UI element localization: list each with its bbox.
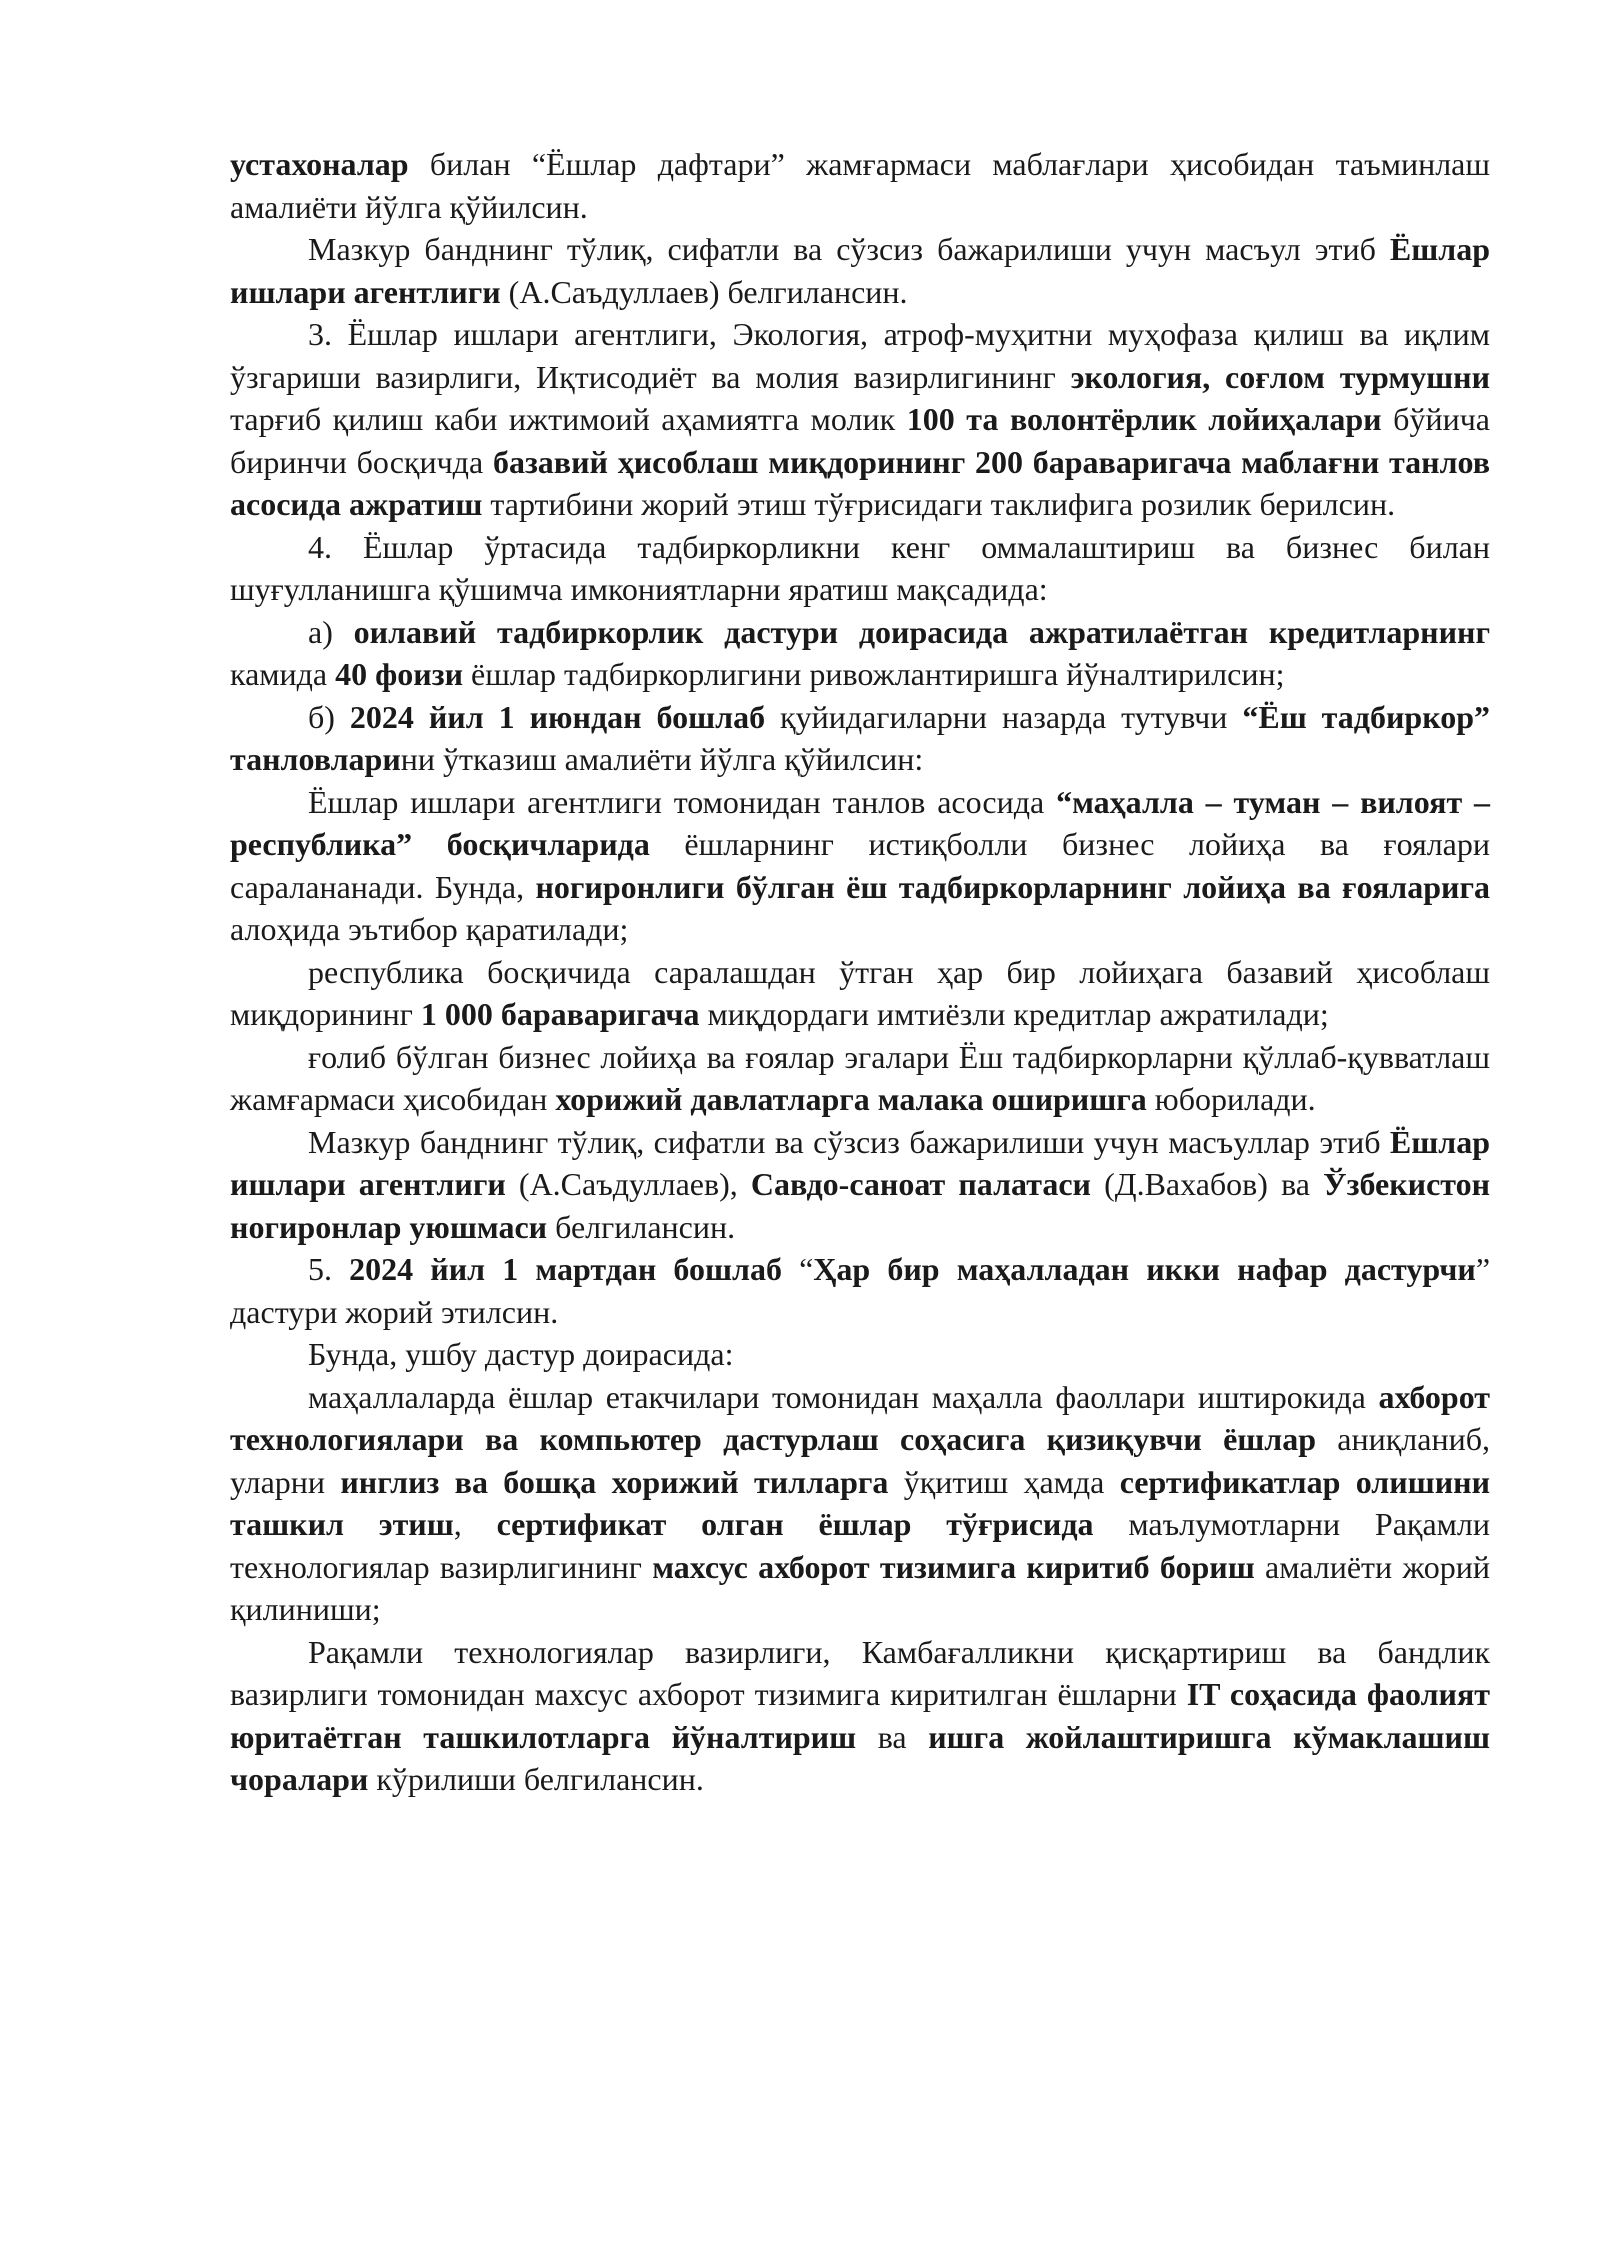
- text-run: ни ўтказиш амалиёти йўлга қўйилсин:: [400, 741, 924, 777]
- paragraph: [230, 611, 1490, 696]
- text-run: республика босқичида саралашдан ўтган ҳар бир лойиҳага базавий ҳисоблаш миқдорининг: [230, 953, 1490, 1032]
- text-run: маълумотларни Рақамли технологиялар вазирлигининг: [230, 1506, 1491, 1585]
- paragraph: [230, 781, 1490, 951]
- bold-text-run: ахборот технологиялари ва компьютер дастурлаш соҳасига қизиқувчи ёшлар: [230, 1378, 1490, 1457]
- bold-text-run: устахоналар: [230, 146, 409, 182]
- paragraph: [230, 1631, 1490, 1801]
- paragraph: [230, 526, 1490, 611]
- text-run: ўқитиш ҳамда: [888, 1463, 1120, 1500]
- bold-text-run: 100 та волонтёрлик лойиҳалари: [906, 401, 1382, 437]
- text-run: ёшлар тадбиркорлигини ривожлантиришга йўналтирилсин;: [463, 656, 1285, 692]
- paragraph: [230, 313, 1490, 526]
- paragraph: [230, 228, 1490, 313]
- paragraph: [230, 1376, 1490, 1631]
- text-run: миқдордаги имтиёзли кредитлар ажратилади;: [699, 996, 1329, 1032]
- text-run: аниқланиб, уларни: [230, 1421, 1491, 1500]
- bold-text-run: базавий ҳисоблаш миқдорининг 200 бараваригача маблағни танлов асосида ажратиш: [230, 443, 1491, 522]
- text-run: маҳаллаларда ёшлар етакчилари томонидан маҳалла фаоллари иштирокида: [308, 1378, 1379, 1415]
- bold-text-run: 2024 йил 1 мартдан бошлаб: [349, 1251, 782, 1287]
- text-run: “: [781, 1251, 814, 1287]
- text-run: Бунда, ушбу дастур доирасида:: [308, 1336, 734, 1372]
- text-run: белгилансин.: [547, 1208, 736, 1245]
- bold-text-run: ногиронлиги бўлган ёш тадбиркорларнинг лойиҳа ва ғояларига: [535, 868, 1491, 905]
- bold-text-run: экология, соғлом турмушни: [1070, 358, 1491, 395]
- paragraph: [230, 1248, 1490, 1333]
- paragraph: [230, 1333, 1490, 1376]
- bold-text-run: Савдо-саноат палатаси: [750, 1166, 1091, 1202]
- bold-text-run: ишга жойлаштиришга кўмаклашиш чоралари: [230, 1718, 1490, 1797]
- text-run: Рақамли технологиялар вазирлиги, Камбағалликни қисқартириш ва бандлик вазирлиги томонидан махсус ахборот тизимига киритилган ёшларни: [230, 1633, 1490, 1712]
- text-run: алоҳида эътибор қаратилади;: [230, 911, 629, 947]
- bold-text-run: сертификатлар олишини ташкил этиш: [230, 1463, 1491, 1542]
- text-run: а): [308, 613, 354, 650]
- text-run: (А.Саъдуллаев) белгилансин.: [500, 273, 908, 310]
- text-run: Ёшлар ишлари агентлиги томонидан танлов асосида: [308, 783, 1057, 820]
- text-run: билан “Ёшлар дафтари” жамғармаси маблағлари ҳисобидан таъминлаш амалиёти йўлга қўйилсин.: [230, 146, 1490, 225]
- bold-text-run: оилавий тадбиркорлик дастури доирасида ажратилаётган кредитларнинг: [353, 613, 1491, 650]
- text-run: кўрилиши белгилансин.: [368, 1761, 704, 1797]
- paragraph: [230, 951, 1490, 1036]
- bold-text-run: Ўзбекистон ногиронлар уюшмаси: [230, 1166, 1491, 1245]
- text-run: (Д.Вахабов) ва: [1090, 1166, 1324, 1202]
- bold-text-run: 1 000 бараваригача: [420, 996, 700, 1032]
- text-run: Мазкур банднинг тўлиқ, сифатли ва сўзсиз бажарилиши учун масъуллар этиб: [308, 1123, 1390, 1160]
- bold-text-run: инглиз ва бошқа хорижий тилларга: [340, 1463, 889, 1500]
- paragraph: [230, 1121, 1490, 1249]
- text-run: 3. Ёшлар ишлари агентлиги, Экология, атроф-муҳитни муҳофаза қилиш ва иқлим ўзгариши вазирлиги, Иқтисодиёт ва молия вазирлигининг: [230, 316, 1490, 395]
- text-run: ёшларнинг истиқболли бизнес лойиҳа ва ғоялари саралананади. Бунда,: [230, 826, 1491, 905]
- bold-text-run: махсус ахборот тизимига киритиб бориш: [652, 1548, 1255, 1585]
- bold-text-run: 2024 йил 1 июндан бошлаб: [349, 698, 766, 735]
- bold-text-run: сертификат олган ёшлар тўғрисида: [496, 1506, 1094, 1542]
- paragraph: [230, 143, 1490, 228]
- text-run: ” дастури жорий этилсин.: [230, 1251, 1491, 1330]
- bold-text-run: Ёшлар ишлари агентлиги: [230, 1123, 1490, 1202]
- text-run: амалиёти жорий қилиниши;: [230, 1548, 1491, 1627]
- text-run: тартибини жорий этиш тўғрисидаги таклифига розилик берилсин.: [482, 486, 1396, 522]
- text-run: ғолиб бўлган бизнес лойиҳа ва ғоялар эгалари Ёш тадбиркорларни қўллаб-қувватлаш жамғармаси ҳисобидан: [230, 1038, 1490, 1117]
- text-run: камида: [230, 656, 336, 692]
- paragraph: [230, 1036, 1490, 1121]
- text-run: қуйидагиларни назарда тутувчи: [765, 698, 1243, 735]
- text-run: ва: [856, 1718, 929, 1755]
- text-run: бўйича биринчи босқичда: [230, 401, 1491, 480]
- bold-text-run: хорижий давлатларга малака оширишга: [555, 1081, 1147, 1117]
- text-run: юборилади.: [1146, 1081, 1316, 1117]
- text-run: 4. Ёшлар ўртасида тадбиркорликни кенг оммалаштириш ва бизнес билан шуғулланишга қўшимча имкониятларни яратиш мақсадида:: [230, 528, 1490, 607]
- text-run: (А.Саъдуллаев),: [505, 1166, 751, 1202]
- paragraph: [230, 696, 1490, 781]
- text-run: б): [308, 698, 350, 735]
- bold-text-run: Ёшлар ишлари агентлиги: [230, 231, 1490, 310]
- bold-text-run: 40 фоизи: [335, 656, 463, 692]
- text-run: ,: [453, 1506, 497, 1542]
- bold-text-run: Ҳар бир маҳалладан икки нафар дастурчи: [813, 1251, 1476, 1287]
- bold-text-run: IT соҳасида фаолият юритаётган ташкилотларга йўналтириш: [230, 1676, 1491, 1755]
- text-run: 5.: [308, 1251, 350, 1287]
- text-run: тарғиб қилиш каби ижтимоий аҳамиятга молик: [230, 401, 907, 437]
- bold-text-run: “маҳалла – туман – вилоят – республика” босқичларида: [230, 783, 1491, 862]
- bold-text-run: “Ёш тадбиркор” танловлари: [230, 698, 1491, 777]
- text-run: Мазкур банднинг тўлиқ, сифатли ва сўзсиз бажарилиши учун масъул этиб: [308, 231, 1390, 267]
